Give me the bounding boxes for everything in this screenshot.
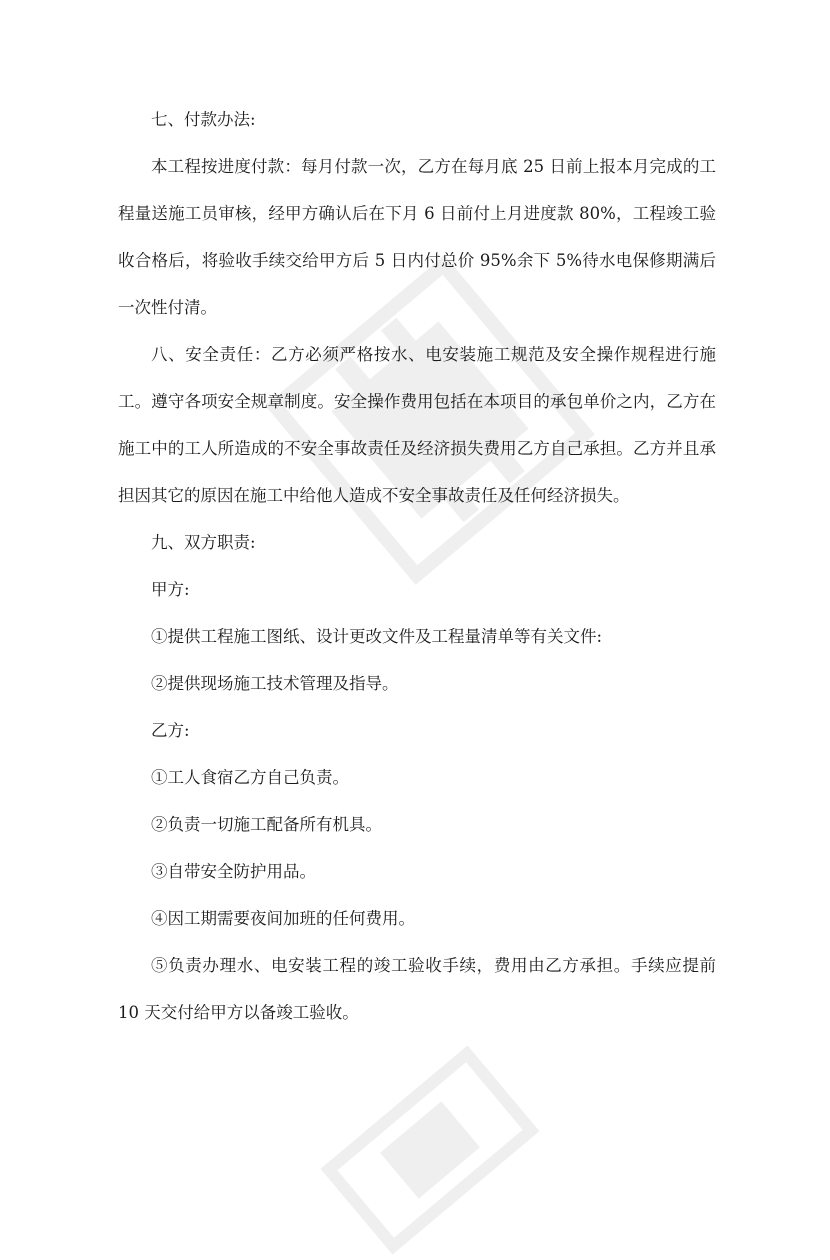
party-a-item-2: ②提供现场施工技术管理及指导。 <box>151 674 399 693</box>
party-b-item-3: ③自带安全防护用品。 <box>151 862 316 881</box>
watermark-logo-partial <box>315 1040 545 1260</box>
section-7-body: 本工程按进度付款：每月付款一次，乙方在每月底 25 日前上报本月完成的工程量送施工员审核，经甲方确认后在下月 6 日前付上月进度款 80%，工程竣工验收合格后，将验收手续交给甲方后 5 日内付总价 95%余下 5%待水电保修期满后一次性付清。 <box>118 157 716 317</box>
party-a-label: 甲方: <box>151 580 190 599</box>
document-body <box>118 96 716 1036</box>
party-b-item-4: ④因工期需要夜间加班的任何费用。 <box>151 909 415 928</box>
section-7-heading: 七、付款办法: <box>151 110 256 129</box>
party-b-label: 乙方: <box>151 721 190 740</box>
party-b-item-5: ⑤负责办理水、电安装工程的竣工验收手续，费用由乙方承担。手续应提前 10 天交付给甲方以备竣工验收。 <box>118 956 716 1022</box>
party-a-item-1: ①提供工程施工图纸、设计更改文件及工程量清单等有关文件: <box>151 627 603 646</box>
party-b-item-2: ②负责一切施工配备所有机具。 <box>151 815 382 834</box>
party-b-item-1: ①工人食宿乙方自己负责。 <box>151 768 349 787</box>
section-8-body: 八、安全责任：乙方必须严格按水、电安装施工规范及安全操作规程进行施工。遵守各项安全规章制度。安全操作费用包括在本项目的承包单价之内，乙方在施工中的工人所造成的不安全事故责任及经济损失费用乙方自己承担。乙方并且承担因其它的原因在施工中给他人造成不安全事故责任及任何经济损失。 <box>118 345 716 505</box>
section-9-heading: 九、双方职责: <box>151 533 256 552</box>
